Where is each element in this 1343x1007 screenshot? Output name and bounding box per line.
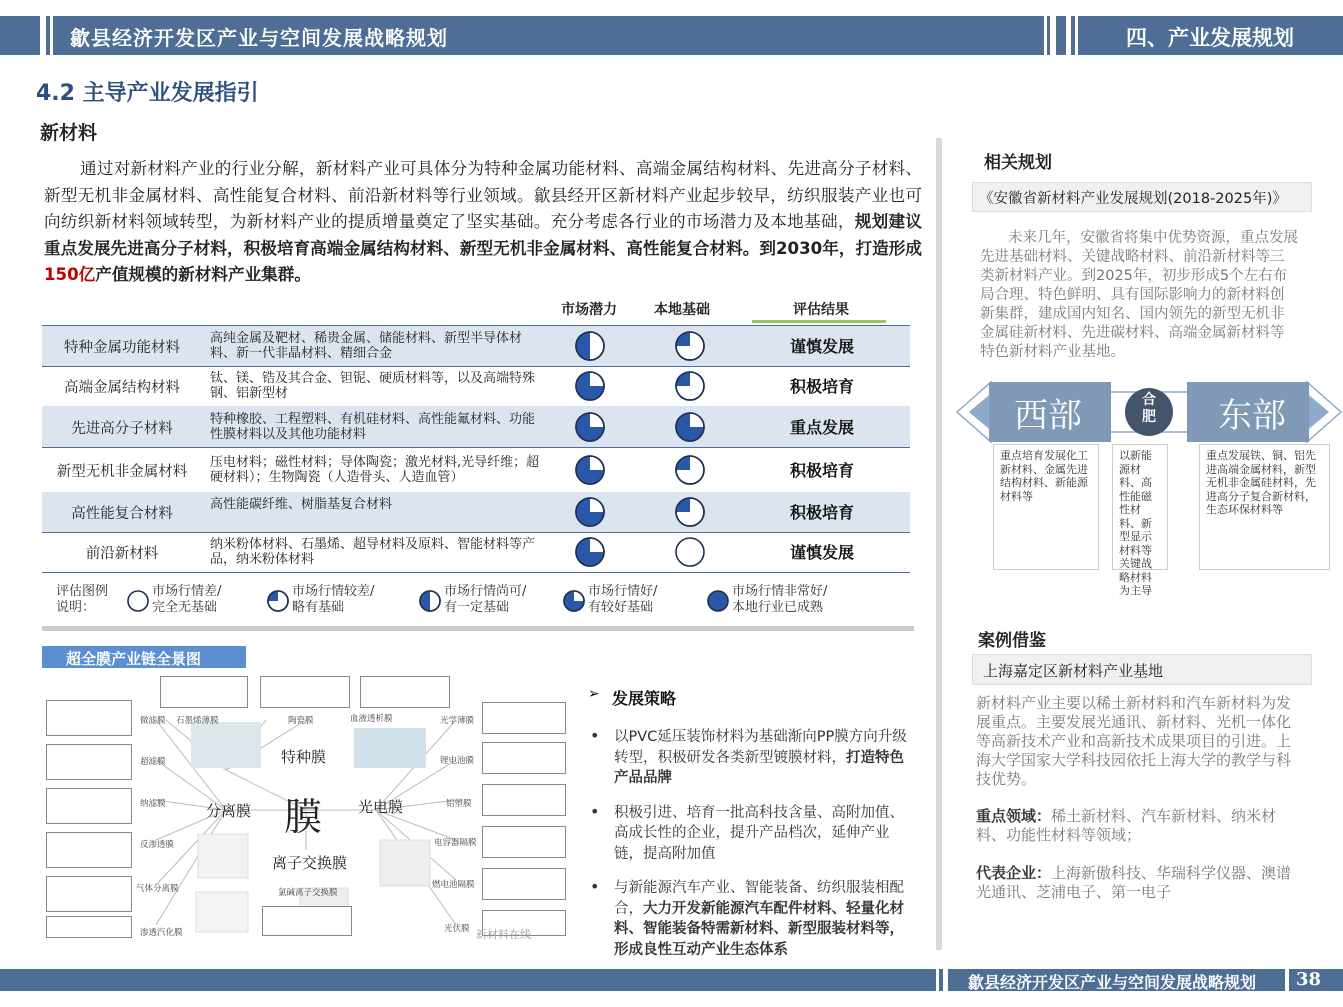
table-row <box>42 366 910 406</box>
pie-fill <box>420 591 430 611</box>
legend-text: 市场行情非常好/ 本地行业已成熟 <box>732 584 828 615</box>
strategy-item: • 以PVC延压装饰材料为基础渐向PP膜方向升级转型，积极研发各类新型镀膜材料，打造特色产品品牌 <box>590 726 907 786</box>
case-text: 新材料产业主要以稀土新材料和汽车新材料为发展重点。主要发展光通讯、新材料、光机一体化等高新技术产业和高新技术成果项目的引进。上海大学国家大学科技园依托上海大学的教学与科技优势。 <box>976 694 1292 788</box>
row-result: 谨慎发展 <box>789 337 854 356</box>
base-pie <box>674 370 706 406</box>
row-category: 特种金属功能材料 <box>64 340 180 356</box>
case-focus: 重点领域：稀土新材料、汽车新材料、纳米材料、功能性材料等领域； <box>976 807 1277 844</box>
legend-pie <box>706 589 730 617</box>
mindmap-label: 光学薄膜 <box>440 716 475 726</box>
legend-pie <box>266 589 290 617</box>
arrow-icon: ➢ <box>588 686 600 702</box>
mindmap-label: 氯碱离子交换膜 <box>278 888 338 898</box>
mindmap-label: 气体分离膜 <box>136 884 179 894</box>
mindmap-label: 反渗透膜 <box>140 840 175 850</box>
potential-pie <box>574 454 606 490</box>
potential-pie <box>574 411 606 447</box>
section-title: 4.2 主导产业发展指引 <box>36 81 259 106</box>
row-desc: 纳米粉体材料、石墨烯、超导材料及原料、智能材料等产品，纳米粉体材料 <box>210 537 536 567</box>
potential-pie <box>574 536 606 572</box>
base-pie <box>674 536 706 572</box>
legend-title: 评估图例 说明： <box>56 584 109 615</box>
legend-text: 市场行情较差/ 略有基础 <box>292 584 375 615</box>
pie-fill <box>576 332 590 360</box>
subsection-title: 新材料 <box>40 122 98 144</box>
west-box: 重点培育发展化工新材料、金属先进结构材料、新能源材料等 <box>993 444 1099 570</box>
mindmap-company-box <box>482 826 566 858</box>
mindmap-label: 渗透汽化膜 <box>140 928 183 938</box>
page-number: 38 <box>1296 969 1322 990</box>
row-desc: 钛、镁、锆及其合金、钽铌、硬质材料等，以及高端特殊钢、铝新型材 <box>210 371 536 401</box>
row-category: 新型无机非金属材料 <box>56 463 188 480</box>
pie-circle <box>128 591 148 611</box>
intro-paragraph: 通过对新材料产业的行业分解，新材料产业可具体分为特种金属功能材料、高端金属结构材料、先进高分子材料、新型无机非金属材料、高性能复合材料、前沿新材料等行业领域。歙县经开区新材料产业起步较早，纺织服装产业也可向纺织新材料领域转型，为新材料产业的提质增量奠定了坚实基础。充分考虑各行业的市场潜力及本地基础，规划建议重点发展先进高分子材料，积极培育高端金属结构材料、新型无机非金属材料、高性能复合材料。到2030年，打造形成150亿产值规模的新材料产业集群。 <box>44 159 922 284</box>
legend-pie <box>562 589 586 617</box>
potential-pie <box>574 370 606 406</box>
legend-pie <box>418 589 442 617</box>
mindmap-company-box <box>360 676 450 708</box>
base-pie <box>674 496 706 532</box>
strategy-list <box>590 726 910 959</box>
mindmap-label: 光伏膜 <box>444 924 470 934</box>
row-desc: 特种橡胶、工程塑料、有机硅材料、高性能氟材料、功能性膜材料以及其他功能材料 <box>210 411 536 442</box>
table-row <box>42 326 910 366</box>
mindmap-label: 电容器隔膜 <box>434 838 477 848</box>
related-text: 未来几年，安徽省将集中优势资源，重点发展先进基础材料、关键战略材料、前沿新材料等三类新材料产业。到2025年，初步形成5个左右布局合理、特色鲜明、具有国际影响力的新材料创新集群，建成国内知名、国内领先的新型无机非金属硅新材料、先进碳材料、高端金属新材料等特色新材料产业基地。 <box>980 230 1298 360</box>
mindmap-company-box <box>46 916 132 938</box>
mindmap-company-box <box>46 876 132 912</box>
row-result: 积极培育 <box>789 460 854 480</box>
potential-pie <box>574 496 606 532</box>
row-category: 前沿新材料 <box>85 546 159 562</box>
row-category: 高性能复合材料 <box>71 506 173 522</box>
row-result: 积极培育 <box>789 377 854 396</box>
base-pie <box>674 454 706 490</box>
row-desc: 压电材料；磁性材料；导体陶瓷；激光材料,光导纤维；超硬材料）；生物陶瓷（人造骨头、人造血管） <box>210 454 540 485</box>
mindmap-company-box <box>482 742 566 774</box>
row-result: 重点发展 <box>789 417 854 437</box>
membrane-mindmap <box>36 640 576 940</box>
mindmap-branch: 分离膜 <box>206 802 252 820</box>
row-divider <box>42 325 910 326</box>
west-label: 西部 <box>1014 396 1082 436</box>
base-pie <box>674 411 706 447</box>
legend-text: 市场行情好/ 有较好基础 <box>588 584 658 615</box>
pie-circle <box>676 538 704 566</box>
mindmap-company-box <box>46 700 132 736</box>
mindmap-label: 燃电池隔膜 <box>432 880 475 890</box>
header-base: 本地基础 <box>654 302 710 318</box>
mindmap-branch: 离子交换膜 <box>272 854 348 872</box>
mindmap-label: 陶瓷膜 <box>288 716 314 726</box>
table-row <box>42 447 910 492</box>
mindmap-label: 纳滤膜 <box>140 799 166 809</box>
mindmap-company-box <box>482 702 566 734</box>
mindmap-company-box <box>46 832 132 868</box>
column-divider <box>936 138 942 950</box>
legend-pie <box>126 589 150 617</box>
mindmap-label: 石墨烯薄膜 <box>176 716 219 726</box>
row-divider <box>42 572 910 573</box>
mindmap-company-box <box>260 676 350 708</box>
table-row <box>42 492 910 532</box>
result-underline <box>752 320 886 323</box>
row-desc: 高纯金属及靶材、稀贵金属、储能材料、新型半导体材料、新一代非晶材料、精细合金 <box>210 331 523 361</box>
mindmap-company-box <box>46 744 132 780</box>
row-result: 积极培育 <box>789 503 854 522</box>
east-label: 东部 <box>1218 396 1286 436</box>
potential-pie <box>574 330 606 366</box>
mindmap-branch: 特种膜 <box>281 748 327 766</box>
case-companies: 代表企业：上海新傲科技、华瑞科学仪器、澳谱光通讯、芝浦电子、第一电子 <box>976 864 1292 901</box>
legend-text: 市场行情尚可/ 有一定基础 <box>444 584 527 615</box>
header-potential: 市场潜力 <box>561 302 617 318</box>
center-box: 以新能源材料、高性能磁性材料、新型显示材料等关键战略材料为主导 <box>1112 444 1168 570</box>
case-title: 案例借鉴 <box>978 631 1046 651</box>
divider <box>42 626 914 631</box>
mindmap-company-box <box>482 868 566 900</box>
mindmap-branch: 光电膜 <box>358 798 404 816</box>
strategy-item: • 积极引进、培育一批高科技含量、高附加值、高成长性的企业，提升产品档次，延伸产业链，提高附加值 <box>590 801 904 862</box>
mindmap-company-box <box>262 906 352 936</box>
mindmap-label: 锂电池膜 <box>440 756 475 766</box>
mindmap-company-box <box>46 788 132 824</box>
header-title: 歙县经济开发区产业与空间发展战略规划 <box>70 26 448 50</box>
strategy-title: 发展策略 <box>612 689 677 708</box>
case-name: 上海嘉定区新材料产业基地 <box>972 654 1312 685</box>
mindmap-label: 超滤膜 <box>140 757 166 767</box>
chapter-title: 四、产业发展规划 <box>1126 26 1294 50</box>
mindmap-label: 铝塑膜 <box>446 799 472 809</box>
row-category: 先进高分子材料 <box>71 420 173 437</box>
legend-text: 市场行情差/ 完全无基础 <box>152 584 222 615</box>
related-title: 相关规划 <box>984 153 1052 173</box>
row-category: 高端金属结构材料 <box>64 380 180 396</box>
related-doc: 《安徽省新材料产业发展规划(2018-2025年)》 <box>972 182 1312 212</box>
mindmap-center: 膜 <box>284 795 323 839</box>
east-box: 重点发展铁、铜、铝先进高端金属材料，新型无机非金属硅材料，先进高分子复合新材料，生态环保材料等 <box>1199 444 1330 570</box>
row-result: 谨慎发展 <box>789 543 854 562</box>
hefei-label: 合肥 <box>1142 392 1156 425</box>
mindmap-company-box <box>160 676 248 708</box>
header-result: 评估结果 <box>793 302 849 318</box>
mindmap-company-box <box>482 784 566 816</box>
table-row <box>42 532 910 572</box>
watermark: 新材料在线 <box>476 928 531 941</box>
mindmap-label: 微滤膜 <box>140 716 166 726</box>
row-desc: 高性能碳纤维、树脂基复合材料 <box>210 497 393 512</box>
strategy-item: • 与新能源汽车产业、智能装备、纺织服装相配合，大力开发新能源汽车配件材料、轻量化材料、智能装备特需新材料、新型服装材料等，形成良性互动产业生态体系 <box>590 877 904 958</box>
mindmap-label: 血液透析膜 <box>350 714 393 724</box>
pie-circle <box>708 591 728 611</box>
footer-title: 歙县经济开发区产业与空间发展战略规划 <box>968 973 1257 992</box>
base-pie <box>674 330 706 366</box>
mindmap-title: 超全膜产业链全景图 <box>42 646 246 668</box>
table-row <box>42 406 910 447</box>
